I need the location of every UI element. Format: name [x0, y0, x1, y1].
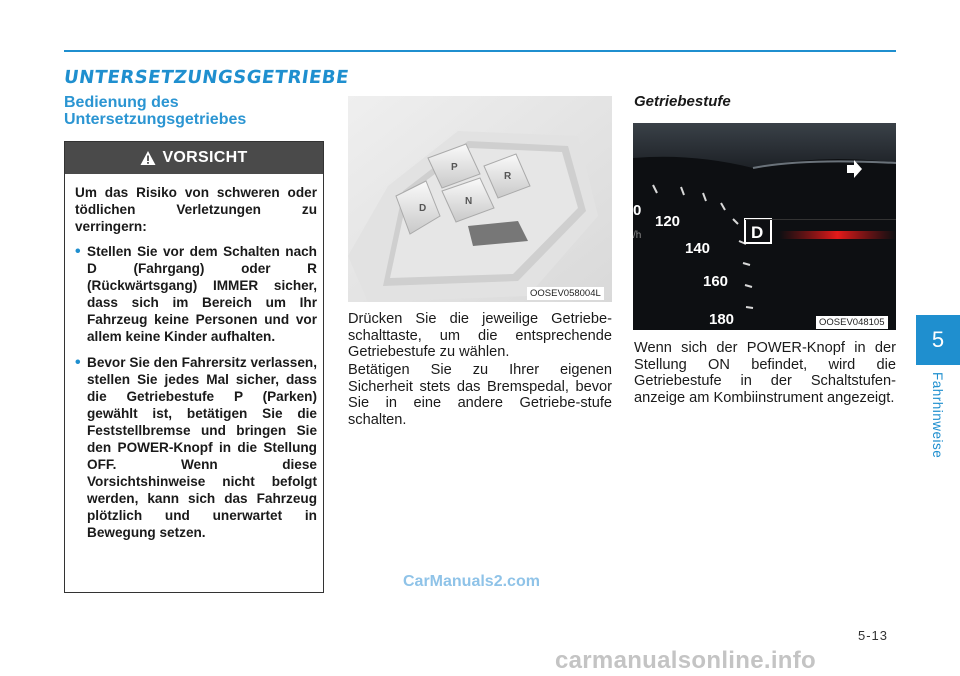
- warning-header: [65, 142, 323, 174]
- chapter-label: Fahrhinweise: [930, 372, 945, 459]
- button-r-label: R: [504, 171, 512, 182]
- warning-icon: [140, 150, 156, 166]
- speed-unit: /h: [633, 230, 642, 241]
- cluster-image: [633, 123, 896, 330]
- gear-buttons-image: [348, 96, 612, 302]
- warning-intro: Um das Risiko von schweren oder tödlichen Verletzungen zu verringern:: [75, 185, 317, 234]
- speed-label: 160: [703, 273, 729, 290]
- button-n-label: N: [465, 196, 473, 207]
- top-rule: [64, 50, 896, 52]
- col2-paragraph-2: Betätigen Sie zu Ihrer eigenen Sicherheit stets das Bremspedal, bevor Sie in eine andere Getriebe-stufe schalten.: [348, 362, 612, 428]
- warning-body: [65, 174, 323, 541]
- col2-paragraph-1: Drücken Sie die jeweilige Getriebe-schalttaste, um die entsprechende Getriebestufe zu wählen.: [348, 311, 612, 360]
- button-p-label: P: [451, 162, 458, 173]
- warning-box: [64, 141, 324, 593]
- bullet-dot: •: [75, 354, 81, 371]
- button-d-label: D: [419, 203, 427, 214]
- gear-indicator-label: D: [751, 223, 764, 242]
- speed-label: 180: [709, 311, 735, 328]
- col3-title: Getriebestufe: [634, 93, 731, 110]
- warning-bullet-text: Stellen Sie vor dem Schalten nach D (Fahrgang) oder R (Rückwärtsgang) IMMER sicher, dass sich im Bereich um Ihr Fahrzeug keine Personen und vor allem keine Kinder aufhalten.: [87, 244, 317, 344]
- speed-label: 0: [633, 202, 642, 219]
- speed-label: 140: [685, 240, 711, 257]
- warning-bullet: [75, 354, 317, 541]
- subtitle: Bedienung des Untersetzungsgetriebes: [64, 94, 247, 128]
- section-title: UNTERSETZUNGSGETRIEBE: [62, 67, 351, 88]
- page-number: 5-13: [858, 628, 889, 643]
- warning-bullet-text: Bevor Sie den Fahrersitz verlassen, stellen Sie jedes Mal sicher, dass die Getriebestufe P (Parken) gewählt ist, betätigen Sie die Feststellbremse und bringen Sie den POWER-Knopf in die Stellung OFF. Wenn diese Vorsichtshinweise nicht befolgt werden, kann sich das Fahrzeug plötzlich und unerwartet in Bewegung setzen.: [87, 355, 317, 540]
- red-glow: [779, 231, 896, 239]
- divider-line: [745, 219, 896, 220]
- watermark-carmanuals2: CarManuals2.com: [403, 573, 540, 590]
- warning-bullet: [75, 243, 317, 345]
- image1-code: OOSEV058004L: [527, 287, 604, 300]
- speed-label: 120: [655, 213, 681, 230]
- image2-code: OOSEV048105: [816, 316, 888, 329]
- watermark-carmanualsonline: carmanualsonline.info: [555, 647, 817, 674]
- chapter-tab: 5: [916, 315, 960, 365]
- bullet-dot: •: [75, 243, 81, 260]
- col3-paragraph: Wenn sich der POWER-Knopf in der Stellung ON befindet, wird die Getriebestufe in der Schaltstufen-anzeige am Kombiinstrument angezeigt.: [634, 340, 896, 406]
- gear-indicator: [745, 219, 771, 243]
- warning-title: VORSICHT: [162, 149, 248, 166]
